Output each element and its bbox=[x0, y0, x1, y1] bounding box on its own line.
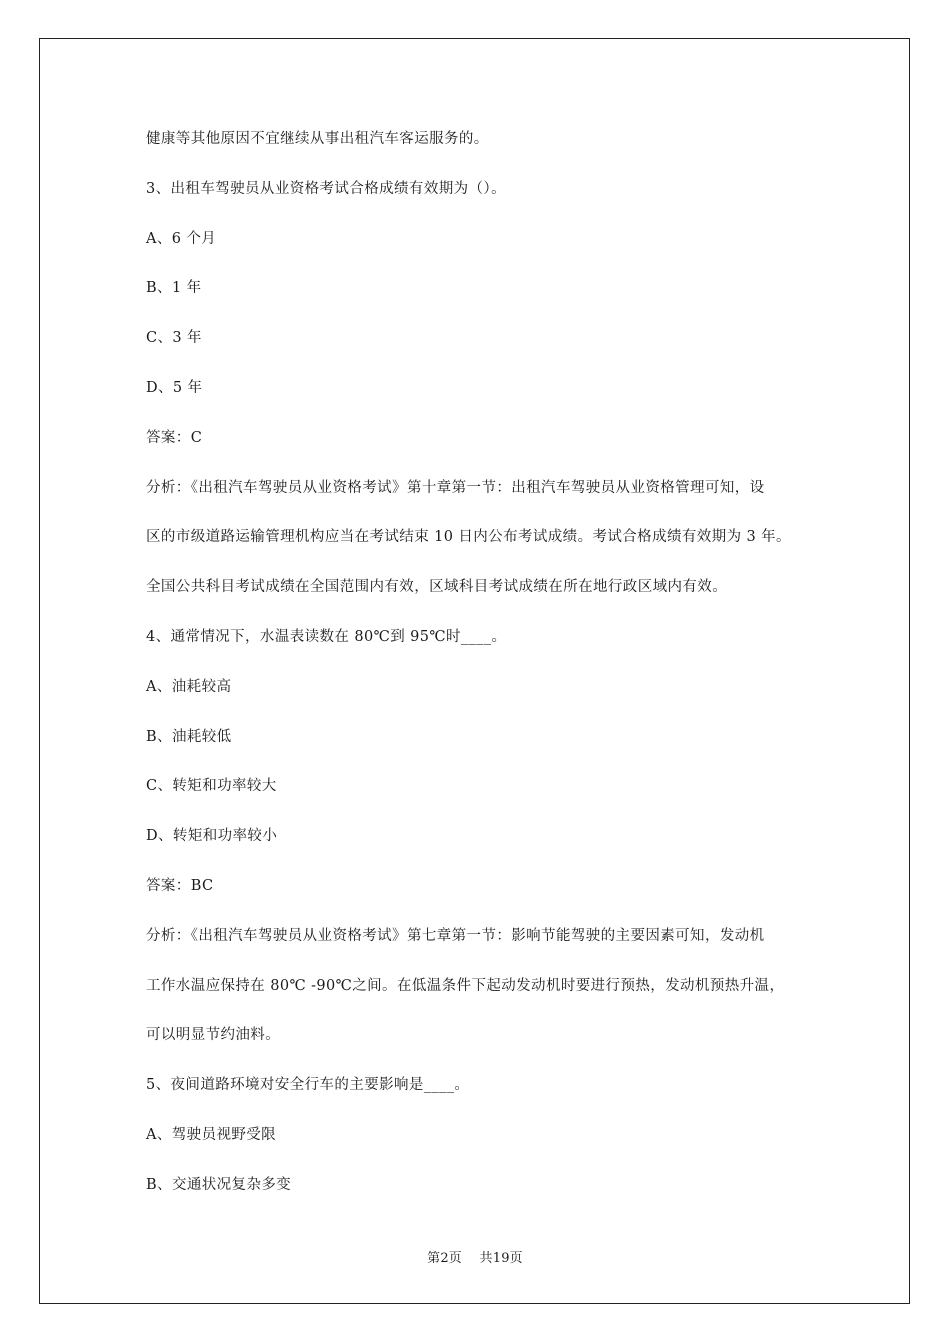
analysis-line: 全国公共科目考试成绩在全国范围内有效，区域科目考试成绩在所在地行政区域内有效。 bbox=[146, 579, 728, 596]
question-3: 3、出租车驾驶员从业资格考试合格成绩有效期为（）。 bbox=[146, 180, 506, 197]
analysis-line: 可以明显节约油料。 bbox=[146, 1027, 281, 1044]
question-5: 5、夜间道路环境对安全行车的主要影响是____。 bbox=[146, 1077, 470, 1094]
page-number: 第2页 共19页 bbox=[427, 1251, 523, 1266]
answer: 答案：BC bbox=[146, 877, 214, 894]
option-a: A、6 个月 bbox=[146, 230, 217, 247]
document-body bbox=[146, 124, 816, 1220]
option-d: D、5 年 bbox=[146, 379, 203, 396]
analysis-line: 区的市级道路运输管理机构应当在考试结束 10 日内公布考试成绩。考试合格成绩有效期为 3 年。 bbox=[146, 529, 791, 546]
option-a: A、驾驶员视野受限 bbox=[146, 1126, 277, 1143]
option-b: B、油耗较低 bbox=[146, 728, 232, 745]
option-b: B、1 年 bbox=[146, 280, 202, 297]
option-c: C、转矩和功率较大 bbox=[146, 778, 277, 795]
analysis-line: 工作水温应保持在 80℃ -90℃之间。在低温条件下起动发动机时要进行预热，发动机预热升温， bbox=[146, 977, 785, 994]
text-line: 健康等其他原因不宜继续从事出租汽车客运服务的。 bbox=[146, 131, 489, 147]
analysis-line: 分析：《出租汽车驾驶员从业资格考试》第十章第一节：出租汽车驾驶员从业资格管理可知，设 bbox=[146, 479, 765, 496]
question-4: 4、通常情况下，水温表读数在 80℃到 95℃时____。 bbox=[146, 628, 507, 645]
option-d: D、转矩和功率较小 bbox=[146, 828, 278, 845]
analysis-line: 分析：《出租汽车驾驶员从业资格考试》第七章第一节：影响节能驾驶的主要因素可知，发动机 bbox=[146, 927, 765, 944]
option-b: B、交通状况复杂多变 bbox=[146, 1176, 292, 1193]
option-c: C、3 年 bbox=[146, 330, 202, 347]
answer: 答案：C bbox=[146, 429, 203, 446]
option-a: A、油耗较高 bbox=[146, 678, 232, 695]
